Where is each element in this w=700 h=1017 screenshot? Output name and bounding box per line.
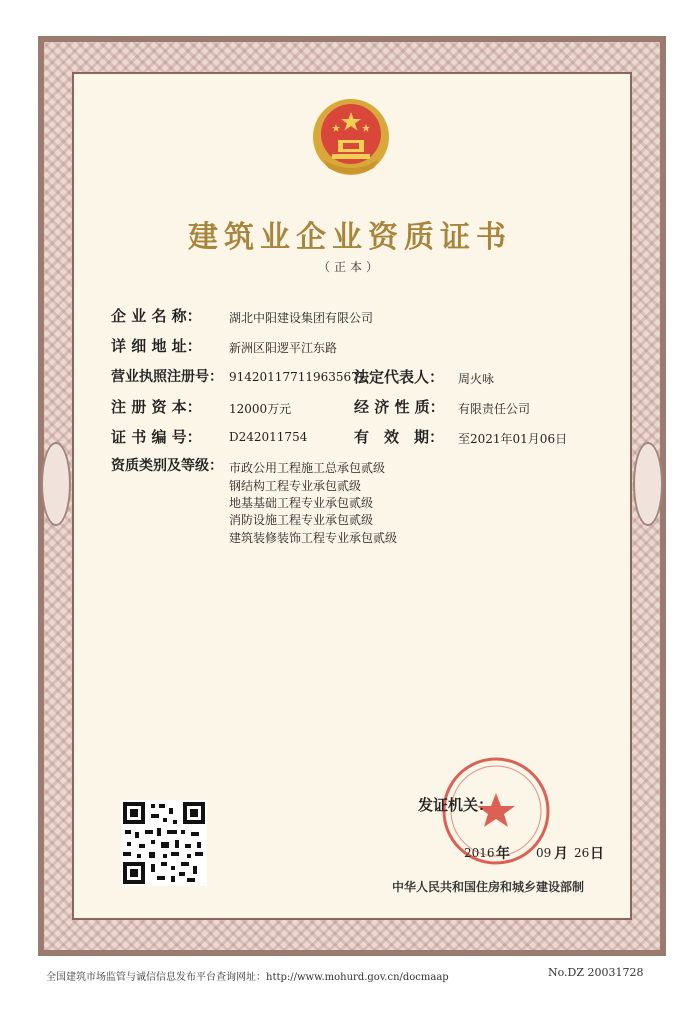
business-license-label: 营业执照注册号： <box>111 369 223 385</box>
certificate-subtitle: （正本） <box>317 260 382 274</box>
national-emblem-icon <box>310 96 392 178</box>
issuing-ministry: 中华人民共和国住房和城乡建设部制 <box>392 880 585 894</box>
certificate-title: 建筑业企业资质证书 <box>188 220 512 255</box>
address-label: 详 细 地 址： <box>111 337 202 355</box>
qualification-item: 消防设施工程专业承包贰级 <box>229 513 374 527</box>
serial-number: No.DZ 20031728 <box>548 966 644 979</box>
issue-day-unit: 日 <box>590 846 604 862</box>
business-license-value: 91420117711963567U <box>229 370 369 384</box>
validity-value: 至2021年01月06日 <box>458 432 568 446</box>
issue-day: 26 <box>574 846 590 860</box>
economic-nature-label: 经 济 性 质： <box>354 398 445 416</box>
qualification-item: 市政公用工程施工总承包贰级 <box>229 461 386 475</box>
left-ornament <box>41 442 71 526</box>
qualification-item: 地基基础工程专业承包贰级 <box>229 496 374 510</box>
legal-representative-label: 法定代表人： <box>354 368 445 386</box>
qualification-label: 资质类别及等级： <box>111 458 223 474</box>
company-name-value: 湖北中阳建设集团有限公司 <box>229 311 374 325</box>
qualification-item: 建筑装修装饰工程专业承包贰级 <box>229 531 398 545</box>
issue-year: 2016 <box>464 846 495 860</box>
registered-capital-label: 注 册 资 本： <box>111 398 202 416</box>
issuing-authority-label: 发证机关： <box>418 796 494 814</box>
query-url-text: 全国建筑市场监管与诚信信息发布平台查询网址：http://www.mohurd.gov.cn/docmaap <box>46 972 449 983</box>
certificate-number-label: 证 书 编 号： <box>111 428 202 446</box>
validity-label: 有 效 期： <box>354 428 445 446</box>
qualification-item: 钢结构工程专业承包贰级 <box>229 479 362 493</box>
company-name-label: 企 业 名 称： <box>111 307 202 325</box>
issue-year-unit: 年 <box>496 846 510 862</box>
certificate-number-value: D242011754 <box>229 430 308 444</box>
legal-representative-value: 周火咏 <box>458 372 495 386</box>
issue-month: 09 <box>536 846 552 860</box>
registered-capital-value: 12000万元 <box>229 402 292 416</box>
qr-code-icon <box>121 800 207 886</box>
economic-nature-value: 有限责任公司 <box>458 402 531 416</box>
issue-month-unit: 月 <box>554 846 568 862</box>
address-value: 新洲区阳逻平江东路 <box>229 341 338 355</box>
right-ornament <box>633 442 663 526</box>
